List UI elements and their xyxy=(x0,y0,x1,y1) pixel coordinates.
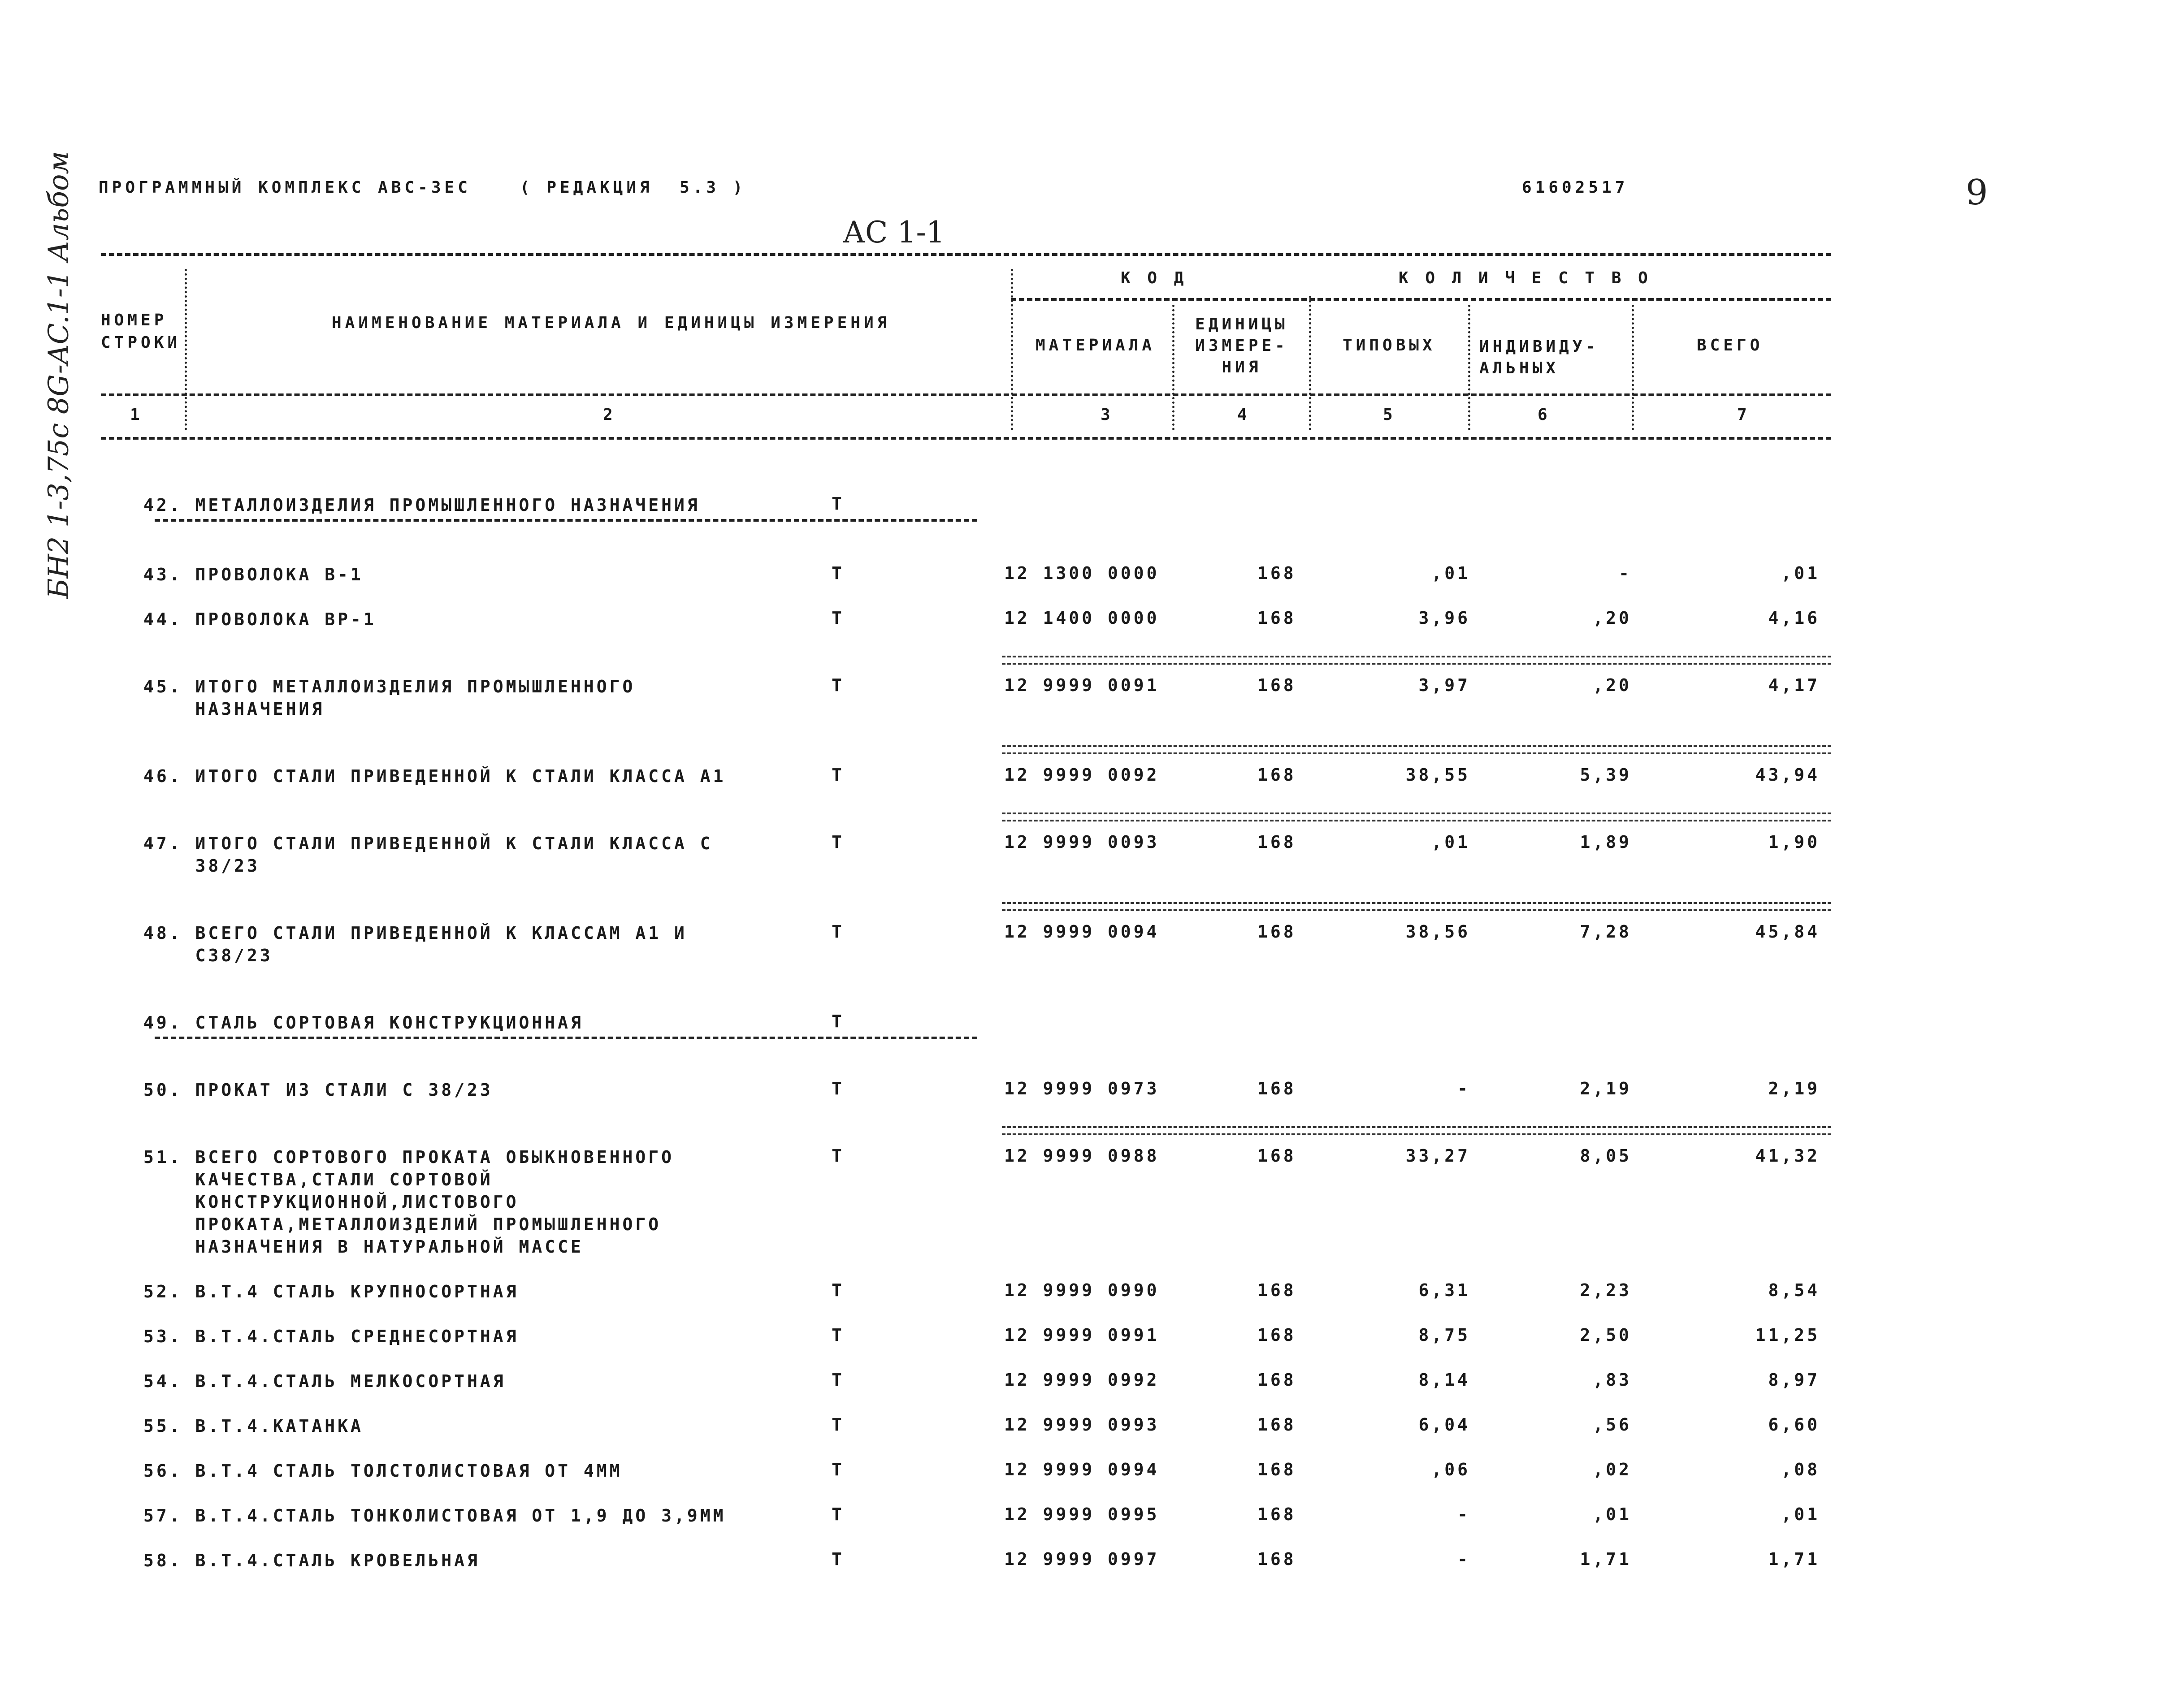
row-unit-mark: Т xyxy=(832,765,845,785)
row-unit-mark: Т xyxy=(832,832,845,852)
row-typical-qty: 33,27 xyxy=(1405,1146,1470,1166)
col-index-4: 4 xyxy=(1237,406,1251,424)
col-index-1: 1 xyxy=(130,406,143,424)
row-unit-mark: Т xyxy=(832,608,845,628)
row-individual-qty: 7,28 xyxy=(1580,922,1632,942)
header-bottom-rule xyxy=(101,393,1831,396)
row-name: 44. ПРОВОЛОКА ВР-1 xyxy=(143,609,377,629)
row-material-code: 12 9999 0973 xyxy=(1004,1079,1160,1098)
header-sep-1 xyxy=(185,269,187,430)
row-total-qty: ,01 xyxy=(1781,563,1820,583)
row-total-qty: 1,90 xyxy=(1768,832,1820,852)
row-unit-code: 168 xyxy=(1257,832,1296,852)
row-name: 56. В.Т.4 СТАЛЬ ТОЛСТОЛИСТОВАЯ ОТ 4ММ xyxy=(143,1461,623,1481)
row-unit-code: 168 xyxy=(1257,563,1296,583)
row-name: 57. В.Т.4.СТАЛЬ ТОНКОЛИСТОВАЯ ОТ 1,9 ДО 3,9ММ xyxy=(143,1506,726,1526)
row-unit-mark: Т xyxy=(832,1415,845,1435)
total-separator xyxy=(1002,902,1831,911)
row-name: 45. ИТОГО МЕТАЛЛОИЗДЕЛИЯ ПРОМЫШЛЕННОГО НАЗНАЧЕНИЯ xyxy=(143,677,636,719)
row-typical-qty: 6,31 xyxy=(1418,1280,1470,1300)
total-separator xyxy=(1002,656,1831,665)
table-top-rule xyxy=(101,253,1831,256)
row-total-qty: 43,94 xyxy=(1755,765,1820,785)
col-index-5: 5 xyxy=(1383,406,1396,424)
col-qty-group: К О Л И Ч Е С Т В О xyxy=(1399,269,1651,287)
row-name: 54. В.Т.4.СТАЛЬ МЕЛКОСОРТНАЯ xyxy=(143,1371,506,1391)
row-individual-qty: 2,23 xyxy=(1580,1280,1632,1300)
col-index-2: 2 xyxy=(603,406,616,424)
row-individual-qty: 2,19 xyxy=(1580,1079,1632,1098)
total-separator xyxy=(1002,1126,1831,1135)
row-material-code: 12 9999 0994 xyxy=(1004,1460,1160,1479)
row-material-code: 12 9999 0092 xyxy=(1004,765,1160,785)
header-sub-rule xyxy=(1011,298,1831,301)
row-unit-mark: Т xyxy=(832,1504,845,1524)
row-unit-code: 168 xyxy=(1257,1549,1296,1569)
col-material: МАТЕРИАЛА xyxy=(1036,336,1156,354)
row-material-code: 12 9999 0988 xyxy=(1004,1146,1160,1166)
row-individual-qty: ,83 xyxy=(1593,1370,1632,1390)
row-typical-qty: 3,97 xyxy=(1418,675,1470,695)
row-unit-mark: Т xyxy=(832,1079,845,1098)
row-unit-mark: Т xyxy=(832,922,845,942)
row-material-code: 12 1400 0000 xyxy=(1004,608,1160,628)
row-individual-qty: ,20 xyxy=(1593,675,1632,695)
row-unit-code: 168 xyxy=(1257,1370,1296,1390)
row-name: 50. ПРОКАТ ИЗ СТАЛИ С 38/23 xyxy=(143,1080,493,1100)
row-typical-qty: 6,04 xyxy=(1418,1415,1470,1435)
row-unit-mark: Т xyxy=(832,1460,845,1479)
row-total-qty: 4,17 xyxy=(1768,675,1820,695)
row-typical-qty: 8,14 xyxy=(1418,1370,1470,1390)
row-individual-qty: 8,05 xyxy=(1580,1146,1632,1166)
row-individual-qty: 1,71 xyxy=(1580,1549,1632,1569)
row-material-code: 12 9999 0992 xyxy=(1004,1370,1160,1390)
row-unit-mark: Т xyxy=(832,1325,845,1345)
row-unit-code: 168 xyxy=(1257,1460,1296,1479)
row-unit-code: 168 xyxy=(1257,1325,1296,1345)
col-code-group: К О Д xyxy=(1121,269,1187,287)
row-individual-qty: ,56 xyxy=(1593,1415,1632,1435)
row-individual-qty: ,01 xyxy=(1593,1504,1632,1524)
edition-label: ( РЕДАКЦИЯ 5.3 ) xyxy=(520,178,746,197)
row-individual-qty: 5,39 xyxy=(1580,765,1632,785)
row-name: 52. В.Т.4 СТАЛЬ КРУПНОСОРТНАЯ xyxy=(143,1282,519,1301)
row-unit-code: 168 xyxy=(1257,1079,1296,1098)
row-unit-mark: Т xyxy=(832,1146,845,1166)
row-unit-mark: Т xyxy=(832,675,845,695)
col-unit: ЕДИНИЦЫ ИЗМЕРЕ- НИЯ xyxy=(1195,315,1288,376)
row-name: 43. ПРОВОЛОКА В-1 xyxy=(143,565,364,584)
row-material-code: 12 1300 0000 xyxy=(1004,563,1160,583)
row-name: 46. ИТОГО СТАЛИ ПРИВЕДЕННОЙ К СТАЛИ КЛАССА А1 xyxy=(143,766,726,786)
row-unit-code: 168 xyxy=(1257,922,1296,942)
row-total-qty: 2,19 xyxy=(1768,1079,1820,1098)
row-name: 48. ВСЕГО СТАЛИ ПРИВЕДЕННОЙ К КЛАССАМ А1 И С38/23 xyxy=(143,923,687,965)
row-individual-qty: - xyxy=(1619,563,1632,583)
row-name: 51. ВСЕГО СОРТОВОГО ПРОКАТА ОБЫКНОВЕННОГО КАЧЕСТВА,СТАЛИ СОРТОВОЙ КОНСТРУКЦИОННОЙ,ЛИСТОВОГО ПРОКАТА,МЕТАЛЛОИЗДЕЛИЙ ПРОМЫШЛЕННОГО НАЗНАЧЕНИЯ В НАТУРАЛЬНОЙ МАССЕ xyxy=(143,1147,674,1257)
col-typical: ТИПОВЫХ xyxy=(1343,336,1436,354)
margin-note: БН2 1-3,75с 8G-AC.1-1 Альбом xyxy=(42,151,75,599)
program-title: ПРОГРАММНЫЙ КОМПЛЕКС АВС-ЗЕС xyxy=(99,178,471,197)
row-total-qty: ,01 xyxy=(1781,1504,1820,1524)
section-underline xyxy=(155,1037,977,1039)
row-typical-qty: ,01 xyxy=(1431,832,1470,852)
col-name: НАИМЕНОВАНИЕ МАТЕРИАЛА И ЕДИНИЦЫ ИЗМЕРЕНИЯ xyxy=(332,314,891,332)
row-individual-qty: ,02 xyxy=(1593,1460,1632,1479)
row-individual-qty: 1,89 xyxy=(1580,832,1632,852)
row-name: 55. В.Т.4.КАТАНКА xyxy=(143,1416,364,1436)
row-typical-qty: 38,56 xyxy=(1405,922,1470,942)
col-index-7: 7 xyxy=(1737,406,1751,424)
header-sep-5 xyxy=(1468,305,1470,430)
col-index-6: 6 xyxy=(1538,406,1551,424)
row-unit-mark: Т xyxy=(832,494,845,514)
row-unit-code: 168 xyxy=(1257,765,1296,785)
row-typical-qty: ,06 xyxy=(1431,1460,1470,1479)
row-name: 53. В.Т.4.СТАЛЬ СРЕДНЕСОРТНАЯ xyxy=(143,1327,519,1346)
handwritten-label: АС 1-1 xyxy=(843,215,945,250)
row-typical-qty: - xyxy=(1457,1079,1470,1098)
row-material-code: 12 9999 0993 xyxy=(1004,1415,1160,1435)
col-total: ВСЕГО xyxy=(1697,336,1764,354)
row-material-code: 12 9999 0990 xyxy=(1004,1280,1160,1300)
row-material-code: 12 9999 0991 xyxy=(1004,1325,1160,1345)
row-individual-qty: ,20 xyxy=(1593,608,1632,628)
doc-id: 61602517 xyxy=(1522,178,1629,197)
col-row-no: НОМЕР СТРОКИ xyxy=(101,311,181,352)
row-typical-qty: ,01 xyxy=(1431,563,1470,583)
row-name: 47. ИТОГО СТАЛИ ПРИВЕДЕННОЙ К СТАЛИ КЛАССА С 38/23 xyxy=(143,834,713,876)
row-total-qty: 45,84 xyxy=(1755,922,1820,942)
row-unit-code: 168 xyxy=(1257,1504,1296,1524)
row-unit-code: 168 xyxy=(1257,1280,1296,1300)
row-material-code: 12 9999 0094 xyxy=(1004,922,1160,942)
row-total-qty: 41,32 xyxy=(1755,1146,1820,1166)
header-sep-3 xyxy=(1172,305,1174,430)
row-typical-qty: - xyxy=(1457,1549,1470,1569)
row-material-code: 12 9999 0091 xyxy=(1004,675,1160,695)
row-material-code: 12 9999 0093 xyxy=(1004,832,1160,852)
row-total-qty: 11,25 xyxy=(1755,1325,1820,1345)
header-sep-2 xyxy=(1011,269,1013,430)
row-unit-mark: Т xyxy=(832,1370,845,1390)
row-typical-qty: 3,96 xyxy=(1418,608,1470,628)
total-separator xyxy=(1002,745,1831,754)
row-unit-code: 168 xyxy=(1257,608,1296,628)
row-total-qty: 6,60 xyxy=(1768,1415,1820,1435)
row-name: 49. СТАЛЬ СОРТОВАЯ КОНСТРУКЦИОННАЯ xyxy=(143,1013,584,1033)
row-typical-qty: 8,75 xyxy=(1418,1325,1470,1345)
row-unit-code: 168 xyxy=(1257,1415,1296,1435)
row-total-qty: 1,71 xyxy=(1768,1549,1820,1569)
page-number: 9 xyxy=(1966,173,1988,213)
row-total-qty: ,08 xyxy=(1781,1460,1820,1479)
row-typical-qty: - xyxy=(1457,1504,1470,1524)
row-name: 42. МЕТАЛЛОИЗДЕЛИЯ ПРОМЫШЛЕННОГО НАЗНАЧЕНИЯ xyxy=(143,495,700,515)
col-individual: ИНДИВИДУ- АЛЬНЫХ xyxy=(1479,337,1599,377)
header-sep-6 xyxy=(1632,305,1634,430)
row-total-qty: 8,97 xyxy=(1768,1370,1820,1390)
row-unit-code: 168 xyxy=(1257,1146,1296,1166)
row-individual-qty: 2,50 xyxy=(1580,1325,1632,1345)
row-material-code: 12 9999 0995 xyxy=(1004,1504,1160,1524)
row-unit-mark: Т xyxy=(832,1011,845,1031)
row-total-qty: 8,54 xyxy=(1768,1280,1820,1300)
header-sep-4 xyxy=(1309,296,1311,430)
row-total-qty: 4,16 xyxy=(1768,608,1820,628)
row-material-code: 12 9999 0997 xyxy=(1004,1549,1160,1569)
row-unit-mark: Т xyxy=(832,1549,845,1569)
row-typical-qty: 38,55 xyxy=(1405,765,1470,785)
row-unit-mark: Т xyxy=(832,563,845,583)
total-separator xyxy=(1002,813,1831,821)
row-name: 58. В.Т.4.СТАЛЬ КРОВЕЛЬНАЯ xyxy=(143,1551,480,1570)
row-unit-mark: Т xyxy=(832,1280,845,1300)
index-bottom-rule xyxy=(101,437,1831,440)
row-unit-code: 168 xyxy=(1257,675,1296,695)
col-index-3: 3 xyxy=(1101,406,1114,424)
section-underline xyxy=(155,519,977,522)
